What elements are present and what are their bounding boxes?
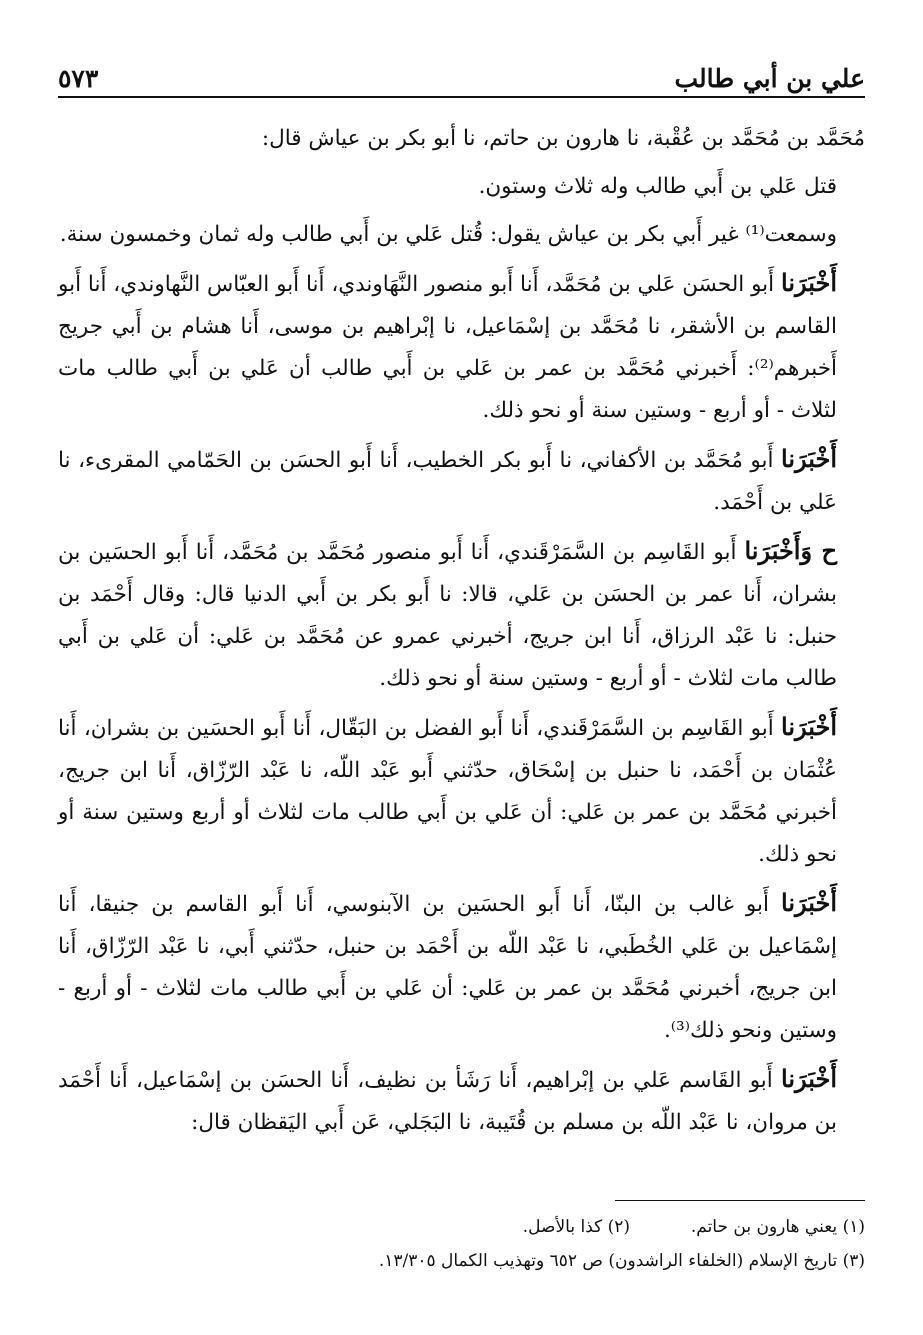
paragraph-2 [58,166,865,208]
isnad-lead-word: ح وَأَخْبَرَنا [744,536,838,565]
main-text [58,118,865,1150]
paragraph-text: أَبو القَاسم عَلي بن إبْراهيم، أَنا رَشَأ بن نظيف، أَنا الحسَن بن إسْمَاعيل، أَنا أَحْمَد بن مروان، نا عَبْد اللّه بن مسلم بن قُتَيبة، نا البَجَلي، عَن أَبي اليَقظان قال: [58,1068,837,1135]
paragraph-4 [58,262,865,432]
footnote-row-1 [58,1210,865,1244]
footnote-3-number: (٣) [842,1251,865,1271]
page-number: ٥٧٣ [58,64,99,93]
isnad-lead-word: أَخْبَرَنا [781,268,837,297]
footnote-divider [615,1200,865,1201]
paragraph-text: مُحَمَّد بن مُحَمَّد بن عُقْبة، نا هارون بن حاتم، نا أبو بكر بن عياش قال: [261,126,865,151]
paragraph-7 [58,706,865,876]
paragraph-text: أَبو غالب بن البنّا، أَنا أَبو الحسَين بن الآبنوسي، أَنا أَبو القاسم بن جنيقا، أَنا إسْمَاعيل بن عَلي الخُطَبي، نا عَبْد اللّه بن أَحْمَد بن حنبل، حدّثني أَبي، نا عَبْد الرّزّاق، أَنا ابن جريج، أخبرني مُحَمَّد بن عمر بن عَلي: أن عَلي بن أَبي طالب مات لثلاث - أو أربع - وستين ونحو ذلك⁽³⁾. [58,892,837,1043]
footnote-1-number: (١) [842,1217,865,1237]
paragraph-6 [58,530,865,700]
paragraph-1 [58,118,865,160]
isnad-lead-word: أَخْبَرَنا [781,712,837,741]
footnote-2-number: (٢) [607,1217,631,1237]
isnad-lead-word: أَخْبَرَنا [781,444,837,473]
footnote-row-2 [58,1244,865,1278]
paragraph-text: أَبو مُحَمَّد بن الأكفاني، نا أَبو بكر الخطيب، أَنا أَبو الحسَن بن الحَمّامي المقرىء، نا عَلي بن أَحْمَد. [58,448,837,515]
footnote-2-text: كذا بالأصل. [522,1217,603,1237]
footnote-3-text: تاريخ الإسلام (الخلفاء الراشدون) ص ٦٥٢ وتهذيب الكمال ١٣/٣٠٥. [378,1251,838,1271]
paragraph-8 [58,882,865,1052]
paragraph-text: أَبو القَاسِم بن السَّمَرْقَندي، أَنا أَبو منصور مُحَمَّد بن مُحَمَّد، أَنا أَبو الحسَين بن بشران، أَنا عمر بن الحسَن بن عَلي، قالا: نا أَبو بكر بن أَبي الدنيا قال: وقال أَحْمَد بن حنبل: نا عَبْد الرزاق، أَنا ابن جريج، أخبرني عمرو عن مُحَمَّد بن عَلي: أن عَلي بن أَبي طالب مات لثلاث - أو أربع - وستين سنة أو نحو ذلك. [58,540,837,691]
paragraph-9 [58,1058,865,1144]
isnad-lead-word: أَخْبَرَنا [781,888,837,917]
paragraph-3 [58,214,865,256]
running-title: علي بن أبي طالب [674,64,865,93]
paragraph-text: أَبو القَاسِم بن السَّمَرْقَندي، أَنا أَبو الفضل بن البَقّال، أَنا أَبو الحسَين بن بشران، أَنا عُثْمَان بن أَحْمَد، نا حنبل بن إسْحَاق، حدّثني أَبو عَبْد اللّه، نا عَبْد الرّزّاق، أَنا ابن جريج، أخبرني مُحَمَّد بن عمر بن عَلي: أن عَلي بن أَبي طالب مات لثلاث أو أربع وستين سنة أو نحو ذلك. [58,716,837,867]
paragraph-text: قتل عَلي بن أَبي طالب وله ثلاث وستون. [478,174,837,199]
paragraph-text: وسمعت⁽¹⁾ غير أَبي بكر بن عياش يقول: قُتل عَلي بن أَبي طالب وله ثمان وخمسون سنة. [59,222,837,247]
footnotes [58,1210,865,1278]
isnad-lead-word: أَخْبَرَنا [781,1064,837,1093]
footnote-1-text: يعني هارون بن حاتم. [690,1217,838,1237]
page-header [58,62,865,98]
paragraph-text: أَبو الحسَن عَلي بن مُحَمَّد، أَنا أَبو منصور النَّهَاوندي، أَنا أَبو العبّاس النَّهاوندي، أَنا أَبو القاسم بن الأشقر، نا مُحَمَّد بن إسْمَاعيل، نا إبْراهيم بن موسى، أَنا هشام بن أَبي جريج أَخبرهم⁽²⁾: أَخبرني مُحَمَّد بن عمر بن عَلي بن أَبي طالب أن عَلي بن أَبي طالب مات لثلاث - أو أربع - وستين سنة أو نحو ذلك. [58,272,837,423]
paragraph-5 [58,438,865,524]
